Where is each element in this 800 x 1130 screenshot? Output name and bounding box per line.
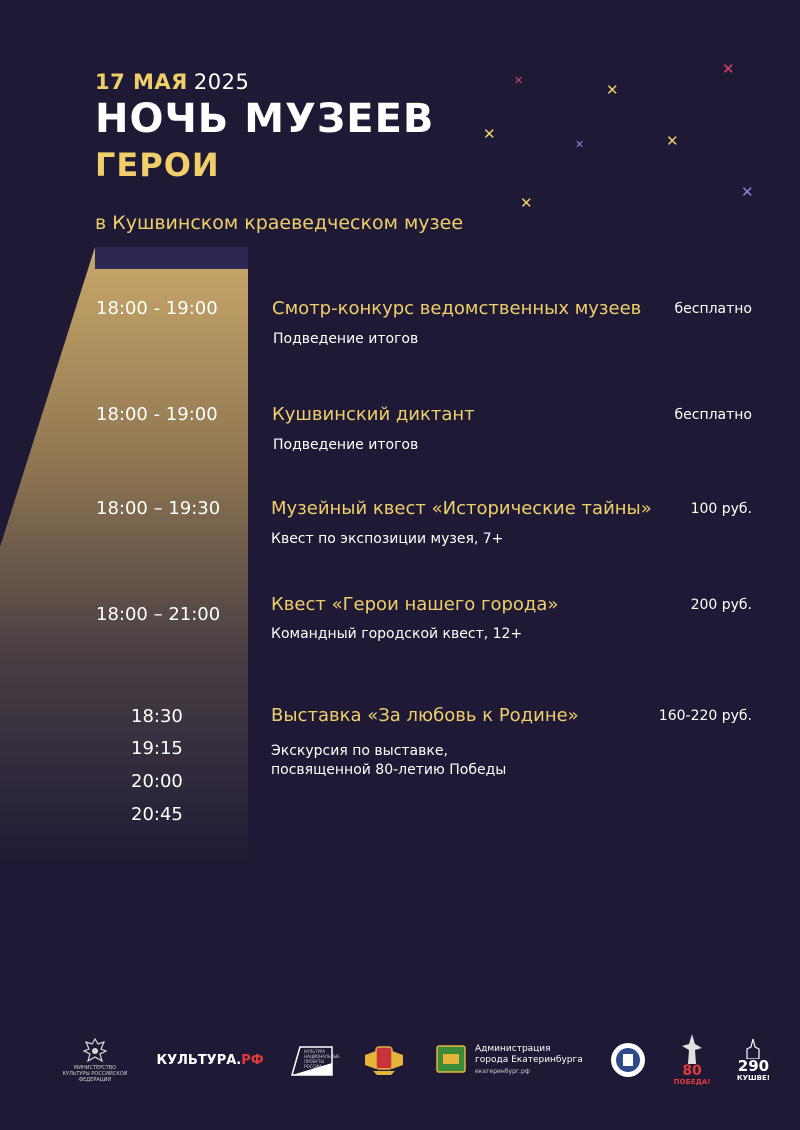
event-time: 18:00 - 19:00 (96, 404, 218, 425)
kultura-rf-logo (156, 1053, 263, 1068)
kushva-290-text: 290 (737, 1056, 770, 1075)
star-cross-icon: ✕ (483, 125, 496, 143)
ministry-logo (60, 1037, 130, 1083)
eagle-emblem-icon (82, 1037, 108, 1065)
tower-icon (745, 1039, 761, 1059)
kushva-label: КУШВЕ! (736, 1073, 770, 1082)
sverdlovsk-region-emblem (361, 1043, 407, 1077)
star-cross-icon: ✕ (514, 74, 524, 87)
event-time: 20:45 (131, 804, 183, 825)
event-time: 20:00 (131, 771, 183, 792)
event-description: Подведение итогов (273, 437, 419, 453)
museum-emblem-icon (609, 1041, 647, 1079)
victory-80-logo (674, 1034, 711, 1086)
admin-line-2: города Екатеринбурга (475, 1054, 583, 1065)
monument-icon (678, 1034, 706, 1064)
victory-label: ПОБЕДА! (673, 1078, 711, 1086)
city-emblem-icon (433, 1044, 469, 1076)
admin-line-1: Администрация (475, 1043, 551, 1054)
event-price: 200 руб. (690, 597, 752, 613)
date-day-month: 17 МАЯ (95, 70, 188, 94)
event-title: Смотр-конкурс ведомственных музеев (272, 298, 642, 319)
star-cross-icon: ✕ (722, 60, 735, 78)
event-description (271, 742, 506, 780)
event-time: 19:15 (131, 738, 183, 759)
event-time: 18:00 – 19:30 (96, 498, 221, 519)
admin-web: екатеринбург.рф (475, 1067, 530, 1075)
event-date (95, 70, 249, 94)
event-title: Выставка «За любовь к Родине» (271, 705, 579, 726)
event-price: 100 руб. (690, 501, 752, 517)
national-projects-caption: КУЛЬТУРА НАЦИОНАЛЬНЫЕ ПРОЕКТЫ РОССИИ (304, 1049, 340, 1069)
coat-of-arms-icon (361, 1043, 407, 1077)
event-price: бесплатно (674, 407, 752, 423)
event-description: Подведение итогов (273, 331, 419, 347)
event-description-line: посвященной 80-летию Победы (271, 762, 507, 778)
event-title: Квест «Герои нашего города» (271, 594, 559, 615)
star-cross-icon: ✕ (520, 194, 533, 212)
ekaterinburg-admin-logo (433, 1044, 583, 1077)
venue-line: в Кушвинском краеведческом музее (95, 212, 464, 234)
partner-logos (60, 1025, 770, 1095)
victory-80-text: 80 (682, 1063, 702, 1079)
event-description: Квест по экспозиции музея, 7+ (271, 531, 504, 547)
admin-caption (475, 1044, 583, 1077)
spotlight-beam (0, 247, 248, 867)
spotlight-source (95, 247, 248, 269)
event-time: 18:00 – 21:00 (96, 604, 221, 625)
kushva-290-logo (737, 1039, 770, 1082)
star-cross-icon: ✕ (741, 183, 754, 201)
museum-round-logo (609, 1041, 647, 1079)
event-time: 18:00 - 19:00 (96, 298, 218, 319)
event-time: 18:30 (131, 706, 183, 727)
event-title: Кушвинский диктант (272, 404, 475, 425)
star-cross-icon: ✕ (575, 138, 585, 151)
event-description-line: Экскурсия по выставке, (271, 743, 448, 759)
event-price: 160-220 руб. (658, 708, 752, 724)
event-price: бесплатно (674, 301, 752, 317)
ministry-caption: МИНИСТЕРСТВО КУЛЬТУРЫ РОССИЙСКОЙ ФЕДЕРАЦИИ (62, 1065, 128, 1083)
event-title: Музейный квест «Исторические тайны» (271, 498, 652, 519)
national-projects-logo (290, 1043, 340, 1077)
kultura-rf-text: РФ (241, 1052, 264, 1068)
kultura-text: КУЛЬТУРА. (156, 1052, 242, 1068)
poster-subtitle: ГЕРОИ (95, 146, 220, 184)
star-cross-icon: ✕ (606, 81, 619, 99)
star-cross-icon: ✕ (666, 132, 679, 150)
event-description: Командный городской квест, 12+ (271, 626, 523, 642)
date-year: 2025 (193, 70, 250, 94)
poster-title: НОЧЬ МУЗЕЕВ (95, 96, 435, 142)
